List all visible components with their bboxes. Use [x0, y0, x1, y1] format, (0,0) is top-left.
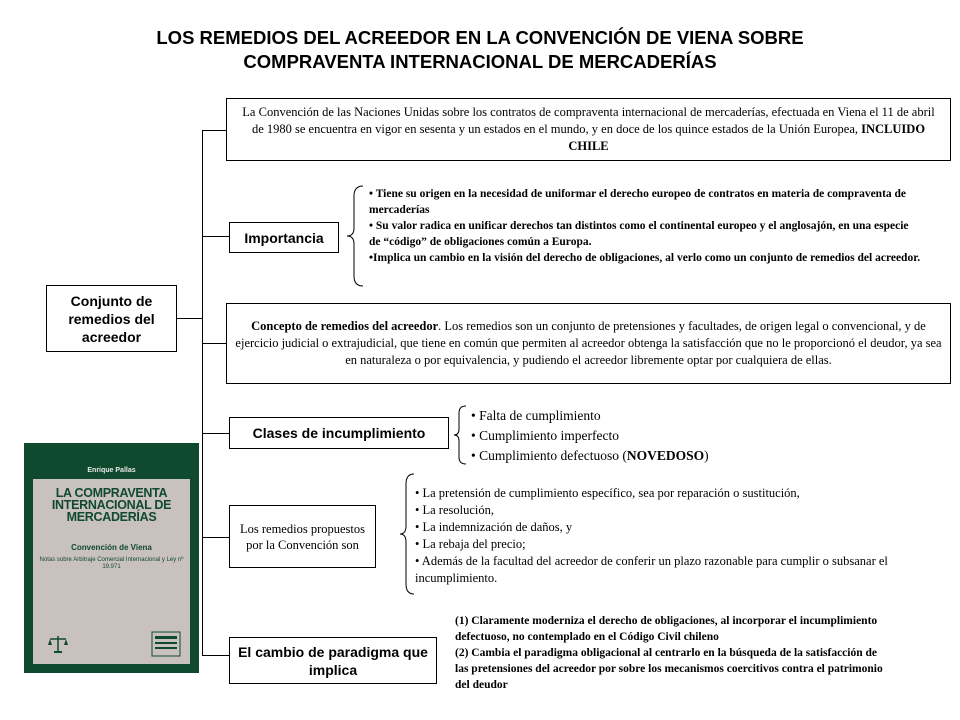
book-subtitle: Convención de Viena — [71, 543, 152, 552]
clases-node — [229, 417, 449, 449]
connector-importancia — [202, 236, 229, 237]
root-node — [46, 285, 177, 352]
clases-label: Clases de incumplimiento — [252, 425, 426, 441]
remedios-items — [415, 485, 900, 587]
concepto-text-wrap — [235, 318, 942, 369]
title-line-1: LOS REMEDIOS DEL ACREEDOR EN LA CONVENCIÓN DE VIENA SOBRE — [156, 27, 804, 48]
intro-text-wrap — [235, 104, 942, 155]
book-notes: Notas sobre Arbitraje Comercial Internacional y Ley nº 19.971 — [39, 557, 184, 570]
importancia-bullets — [369, 186, 921, 266]
connector-clases — [202, 433, 229, 434]
clases-item-2: • Cumplimiento imperfecto — [471, 428, 619, 443]
importancia-bullet-3: •Implica un cambio en la visión del derecho de obligaciones, al verlo como un conjunto de remedios del acreedor. — [369, 252, 921, 264]
connector-paradigma — [202, 655, 229, 656]
importancia-bullet-2: • Su valor radica en unificar derechos tan distintos como el continental europeo y el anglosajón, en una especie de “código” de obligaciones común a Europa. — [369, 220, 909, 248]
clases-item-2-text: Cumplimiento imperfecto — [479, 428, 619, 443]
intro-text: La Convención de las Naciones Unidas sobre los contratos de compraventa internacional de mercaderías, efectuada en Viena el 11 de abril de 1980 se encuentra en vigor en sesenta y un estados en el mundo, y en doce de los quince estados de la Unión Europea, — [242, 105, 935, 136]
book-title: LA COMPRAVENTA INTERNACIONAL DE MERCADERÍAS — [51, 486, 172, 524]
clases-brace — [452, 404, 468, 466]
intro-box — [226, 98, 951, 161]
publisher-logo-icon — [151, 631, 181, 657]
importancia-bullet-1: • Tiene su origen en la necesidad de uniformar el derecho europeo de contratos en materia de compraventa de mercaderías — [369, 188, 907, 216]
connector-root — [177, 318, 202, 319]
clases-item-3: • Cumplimiento defectuoso (NOVEDOSO) — [471, 448, 709, 463]
connector-spine — [202, 130, 203, 655]
book-cover — [24, 443, 199, 673]
connector-remedios — [202, 537, 229, 538]
connector-concepto — [202, 343, 226, 344]
paradigma-node — [229, 637, 437, 684]
root-label: Conjunto de remedios del acreedor — [68, 292, 155, 345]
book-panel — [33, 479, 190, 664]
paradigma-items — [455, 613, 887, 693]
paradigma-item-2: (2) Cambia el paradigma obligacional al centrarlo en la búsqueda de la satisfacción de las pretensiones del acreedor por sobre los mecanismos coercitivos contra el patrimonio del deudor — [455, 647, 883, 691]
page-title — [0, 26, 960, 74]
paradigma-label: El cambio de paradigma que implica — [238, 643, 428, 678]
intro-bold: INCLUIDO CHILE — [568, 122, 926, 153]
clases-item-1: • Falta de cumplimiento — [471, 408, 601, 423]
clases-item-1-text: Falta de cumplimiento — [479, 408, 601, 423]
remedios-item-2: • La resolución, — [415, 503, 495, 517]
clases-items — [471, 406, 801, 466]
remedios-item-4: • La rebaja del precio; — [415, 537, 526, 551]
clases-item-3-bold: NOVEDOSO — [626, 448, 705, 463]
remedios-node — [229, 505, 376, 568]
remedios-brace — [398, 472, 416, 596]
importancia-label: Importancia — [244, 229, 324, 246]
title-line-2: COMPRAVENTA INTERNACIONAL DE MERCADERÍAS — [243, 51, 717, 72]
concepto-text: . Los remedios son un conjunto de pretensiones y facultades, de origen legal o convencional, y de ejercicio judicial o extrajudicial, que tiene en común que permiten al acreedor obtenga la satisfacción que no le proporcionó el deudor, ya sea en naturaleza o por equivalencia, y pudiendo el acreedor libremente optar por cualquiera de ellas. — [235, 319, 942, 367]
connector-intro — [202, 130, 226, 131]
importancia-brace — [345, 184, 365, 288]
remedios-item-3: • La indemnización de daños, y — [415, 520, 573, 534]
concepto-bold: Concepto de remedios del acreedor — [251, 319, 439, 333]
clases-item-3-close: ) — [704, 448, 709, 463]
remedios-item-1: • La pretensión de cumplimiento específico, sea por reparación o sustitución, — [415, 486, 800, 500]
scales-icon — [47, 633, 69, 655]
book-author: Enrique Pallas — [87, 467, 136, 474]
paradigma-item-1: (1) Claramente moderniza el derecho de obligaciones, al incorporar el incumplimiento defectuoso, no contemplado en el Código Civil chileno — [455, 615, 878, 643]
clases-item-3-text: Cumplimiento defectuoso ( — [479, 448, 627, 463]
concepto-box — [226, 303, 951, 384]
remedios-label: Los remedios propuestos por la Convención son — [240, 521, 365, 552]
importancia-node — [229, 222, 339, 253]
remedios-item-5: • Además de la facultad del acreedor de conferir un plazo razonable para cumplir o subsanar el incumplimiento. — [415, 554, 888, 585]
